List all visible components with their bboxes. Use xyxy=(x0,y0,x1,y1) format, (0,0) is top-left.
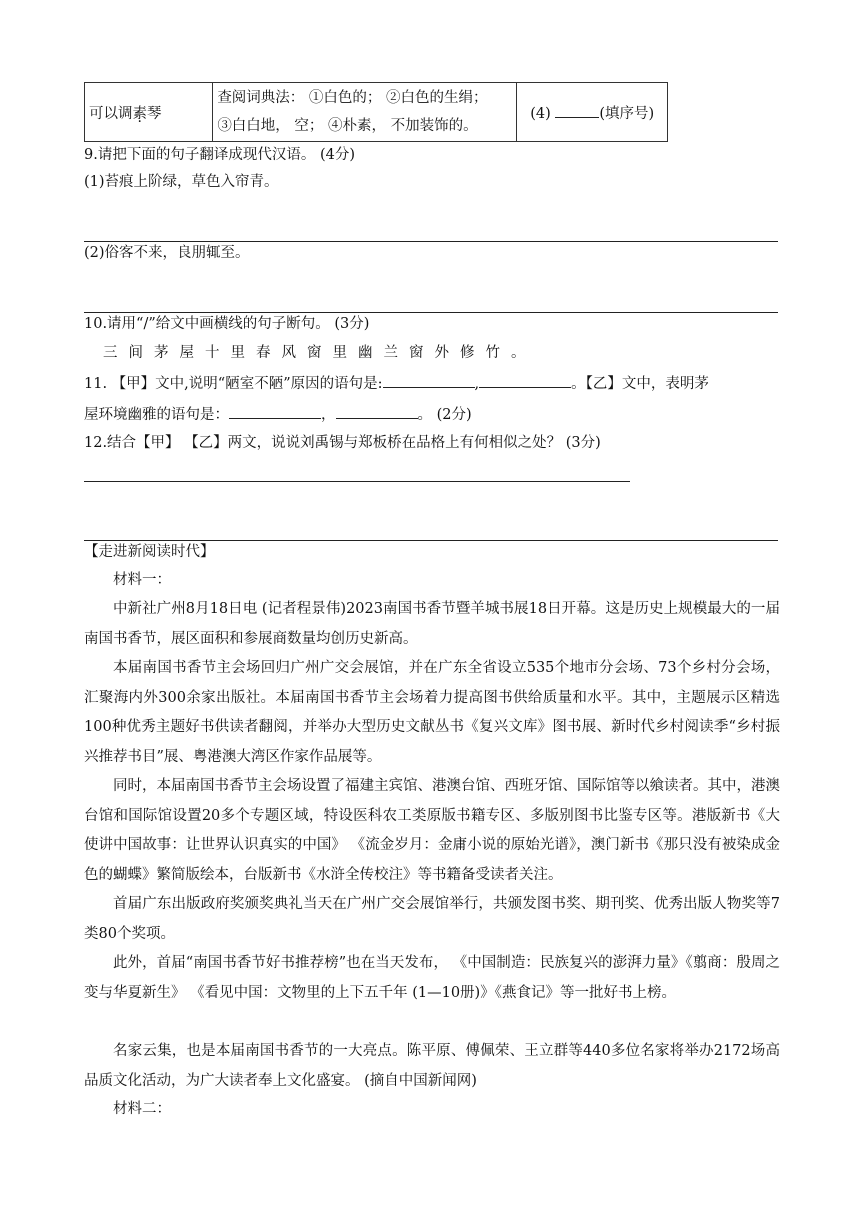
answer-line[interactable] xyxy=(84,540,778,541)
table-cell-definitions xyxy=(213,83,517,142)
answer-blank[interactable] xyxy=(229,403,321,419)
answer-blank[interactable] xyxy=(383,372,475,388)
word-prefix: 可以调 xyxy=(89,105,133,122)
answer-line[interactable] xyxy=(84,241,778,242)
definition-line: ③白白地， 空； ④朴素， 不加装饰的。 xyxy=(217,118,478,134)
q9-sentence-2: (2)俗客不来，良朋辄至。 xyxy=(84,245,250,261)
q11-text: 。 (2分) xyxy=(417,407,472,423)
table-cell-answer xyxy=(517,83,668,142)
answer-hint: (填序号) xyxy=(599,105,655,122)
material-1-label: 材料一： xyxy=(113,572,171,588)
answer-line[interactable] xyxy=(84,481,630,482)
q11-text: 11. 【甲】文中,说明“陋室不陋”原因的语句是: xyxy=(84,376,383,392)
answer-blank[interactable] xyxy=(479,372,571,388)
q9-sentence-1: (1)苔痕上阶绿，草色入帘青。 xyxy=(84,174,279,190)
answer-line[interactable] xyxy=(84,312,778,313)
q11-line-2 xyxy=(84,403,472,425)
word-suffix: 琴 xyxy=(147,105,162,122)
material-paragraph: 中新社广州8月18日电 (记者程景伟)2023南国书香节暨羊城书展18日开幕。这是历史上规模最大的一届南国书香节，展区面积和参展商数量均创历史新高。 xyxy=(84,601,780,647)
table-row xyxy=(85,83,668,142)
q10-sentence: 三间茅屋十里春风窗里幽兰窗外修竹。 xyxy=(103,345,537,361)
definition-line: 查阅词典法： ①白色的； ②白色的生绢； xyxy=(217,90,488,106)
material-paragraph: 本届南国书香节主会场回归广州广交会展馆，并在广东全省设立535个地市分会场、73个乡村分会场，汇聚海内外300余家出版社。本届南国书香节主会场着力提高图书供给质量和水平。其中，主题展示区精选100种优秀主题好书供读者翻阅，并举办大型历史文献丛书《复兴文库》图书展、新时代乡村阅读季“乡村振兴推荐书目”展、粤港澳大湾区作家作品展等。 xyxy=(84,660,780,765)
answer-blank[interactable] xyxy=(336,403,418,419)
section-heading: 【走进新阅读时代】 xyxy=(84,544,215,560)
q11-text: 屋环境幽雅的语句是： xyxy=(84,407,229,423)
q11-text: , xyxy=(474,376,480,392)
table-cell-word xyxy=(85,83,213,142)
emphasis-dot-char: 素 xyxy=(132,105,147,122)
q9-title: 9.请把下面的句子翻译成现代汉语。 (4分) xyxy=(84,147,355,163)
material-paragraph: 此外，首届“南国书香节好书推荐榜”也在当天发布， 《中国制造：民族复兴的澎湃力量》《翦商：殷周之变与华夏新生》 《看见中国：文物里的上下五千年 (1—10册)》《燕食记》等一批好书上榜。 xyxy=(84,955,780,1001)
material-2-label: 材料二： xyxy=(113,1101,171,1117)
q11-text: 。【乙】文中，表明茅 xyxy=(571,376,709,392)
material-paragraph: 名家云集，也是本届南国书香节的一大亮点。陈平原、傅佩荣、王立群等440多位名家将举办2172场高品质文化活动，为广大读者奉上文化盛宴。 (摘自中国新闻网) xyxy=(84,1043,780,1089)
q11-text: ， xyxy=(321,407,336,423)
answer-blank[interactable] xyxy=(555,102,599,118)
material-paragraph: 首届广东出版政府奖颁奖典礼当天在广州广交会展馆举行，共颁发图书奖、期刊奖、优秀出版人物奖等7类80个奖项。 xyxy=(84,896,780,942)
material-paragraph: 同时，本届南国书香节主会场设置了福建主宾馆、港澳台馆、西班牙馆、国际馆等以飨读者。其中，港澳台馆和国际馆设置20多个专题区域，特设医科农工类原版书籍专区、多版别图书比鉴专区等。港版新书《大使讲中国故事：让世界认识真实的中国》 《流金岁月：金庸小说的原始光谱》，澳门新书《那只没有被染成金色的蝴蝶》繁简版绘本，台版新书《水浒全传校注》等书籍备受读者关注。 xyxy=(84,778,780,883)
dictionary-table xyxy=(84,82,668,142)
answer-number: (4) xyxy=(530,105,556,122)
q10-title: 10.请用“/”给文中画横线的句子断句。 (3分) xyxy=(84,316,370,332)
q12-title: 12.结合【甲】 【乙】两文，说说刘禹锡与郑板桥在品格上有何相似之处？ (3分) xyxy=(84,435,601,451)
q11-line-1 xyxy=(84,372,709,394)
